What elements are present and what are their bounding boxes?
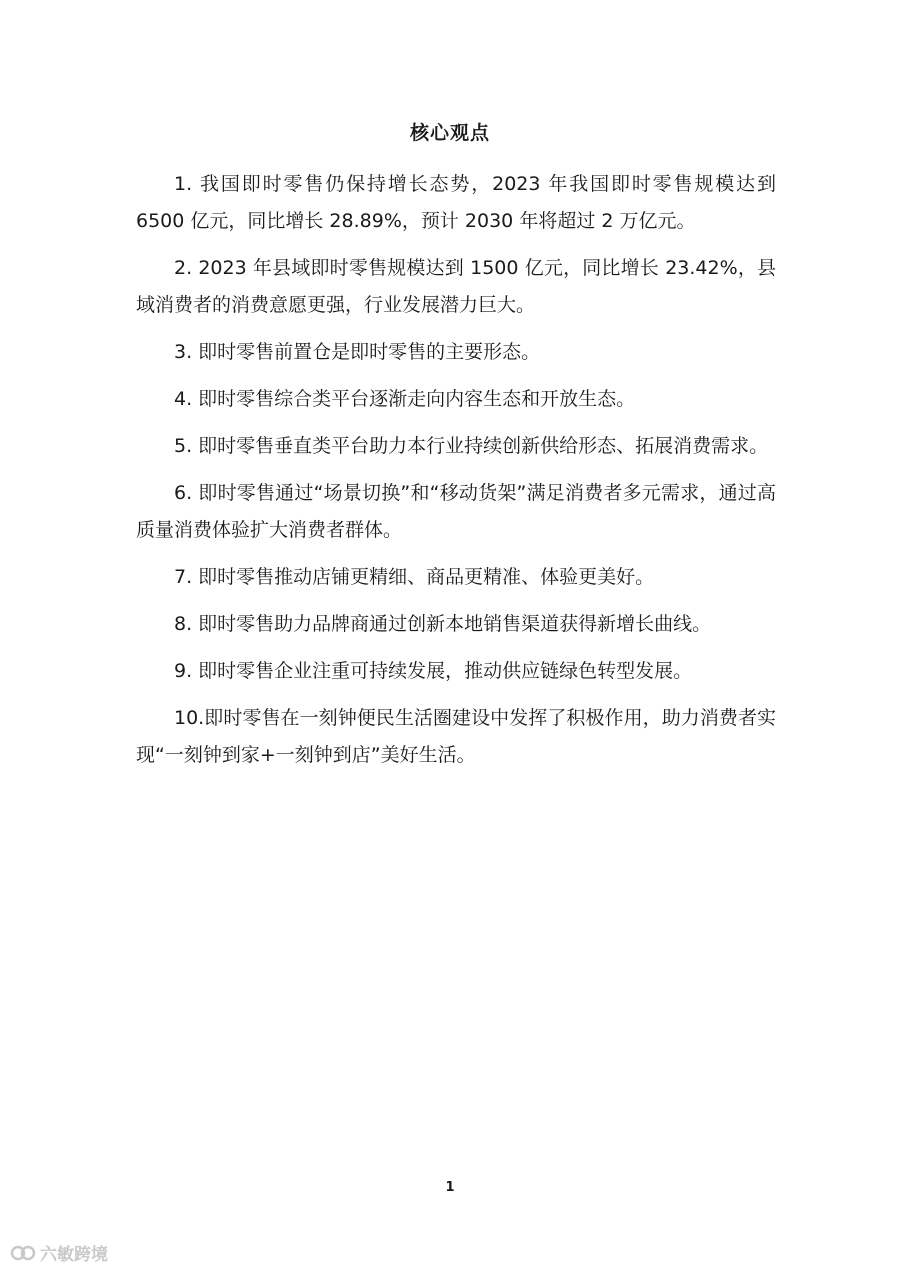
key-point-9: 9. 即时零售企业注重可持续发展，推动供应链绿色转型发展。: [174, 660, 693, 682]
watermark-text: 六敏跨境: [40, 1245, 108, 1265]
page-title: 核心观点: [409, 122, 490, 144]
watermark: [10, 1240, 108, 1265]
page-number: 1: [445, 1180, 455, 1195]
key-point-7: 7. 即时零售推动店铺更精细、商品更精准、体验更美好。: [174, 566, 655, 588]
watermark-logo-icon: [10, 1242, 36, 1264]
key-point-2: 2. 2023 年县域即时零售规模达到 1500 亿元，同比增长 23.42%，县域消费者的消费意愿更强，行业发展潜力巨大。: [136, 257, 776, 316]
key-point-10: 10.即时零售在一刻钟便民生活圈建设中发挥了积极作用，助力消费者实现“一刻钟到家+一刻钟到店”美好生活。: [136, 707, 776, 766]
key-point-1: 1. 我国即时零售仍保持增长态势，2023 年我国即时零售规模达到 6500 亿元，同比增长 28.89%，预计 2030 年将超过 2 万亿元。: [136, 173, 776, 232]
key-point-5: 5. 即时零售垂直类平台助力本行业持续创新供给形态、拓展消费需求。: [174, 435, 769, 457]
key-point-4: 4. 即时零售综合类平台逐渐走向内容生态和开放生态。: [174, 388, 636, 410]
key-points-list: [136, 166, 776, 784]
key-point-8: 8. 即时零售助力品牌商通过创新本地销售渠道获得新增长曲线。: [174, 613, 712, 635]
key-point-3: 3. 即时零售前置仓是即时零售的主要形态。: [174, 341, 541, 363]
key-point-6: 6. 即时零售通过“场景切换”和“移动货架”满足消费者多元需求，通过高质量消费体验扩大消费者群体。: [136, 482, 776, 541]
